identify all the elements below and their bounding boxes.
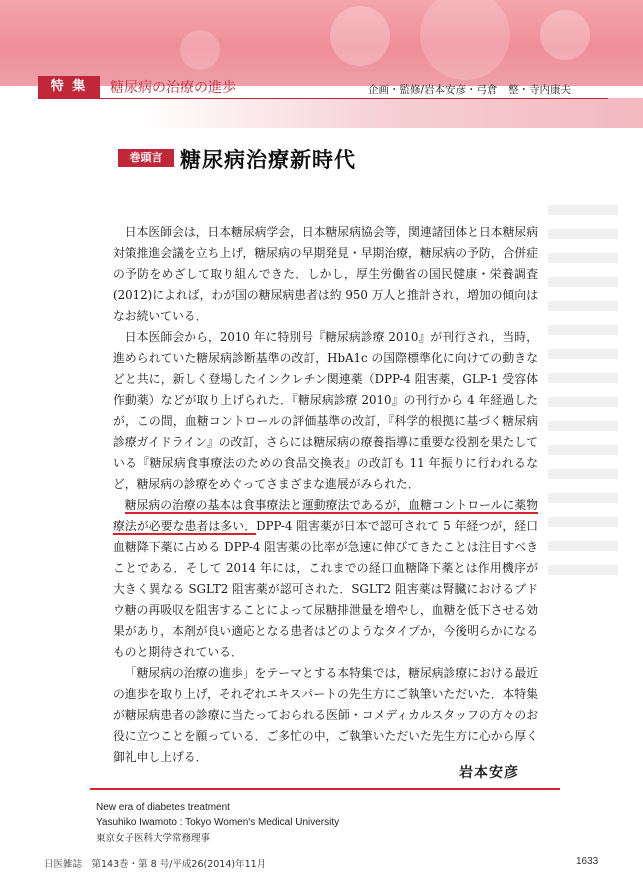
paragraph <box>113 495 538 663</box>
paragraph-text: DPP-4 阻害薬が日本で認可されて 5 年経つが，経口血糖降下薬に占める DPP-4 阻害薬の比率が急速に伸びてきたことは注目すべきことである．そして 2014 年には，これまでの経口血糖降下薬とは作用機序が大きく異なる SGLT2 阻害薬が認可された．SGLT2 阻害薬は腎臓におけるブドウ糖の再吸収を阻害することによって尿糖排泄量を増やし，血糖を低下させる効果があり，本剤が良い適応となる患者はどのようなタイプか，今後明らかになるものと期待されている． <box>113 519 538 659</box>
author-affiliation: 東京女子医科大学常務理事 <box>96 833 211 844</box>
decorative-circle <box>330 6 390 66</box>
paragraph: 日本医師会から，2010 年に特別号『糖尿病診療 2010』が刊行され，当時，進められていた糖尿病診断基準の改訂，HbA1c の国際標準化に向けての動きなどと共に，新しく登場したインクレチン関連薬（DPP-4 阻害薬，GLP-1 受容体作動薬）などが取り上げられた．『糖尿病診療 2010』の刊行から 4 年経過したが，この間，血糖コントロールの評価基準の改訂，『科学的根拠に基づく糖尿病診療ガイドライン』の改訂，さらには糖尿病の療養指導に重要な役割を果たしている『糖尿病食事療法のための食品交換表』の改訂も 11 年振りに行われるなど，糖尿病の診療をめぐってさまざまな進展がみられた． <box>113 330 538 491</box>
header-banner <box>0 0 643 86</box>
paragraph: 「糖尿病の治療の進歩」をテーマとする本特集では，糖尿病診療における最近の進歩を取り上げ，それぞれエキスパートの先生方にご執筆いただいた．本特集が糖尿病患者の診療に当たっておられる医師・コメディカルスタッフの方々のお役に立つことを願っている．ご多忙の中，ご執筆いただいた先生方に心から厚く御礼申し上げる． <box>113 666 538 764</box>
highlighted-sentence: 糖尿病の治療の基本は食事療法と運動療法であるが，血糖コントロールに薬物療法が必要な患者は多い． <box>113 498 538 533</box>
article-body <box>113 222 538 768</box>
show-through-background <box>548 205 618 625</box>
paragraph: 日本医師会は，日本糖尿病学会，日本糖尿病協会等，関連諸団体と日本糖尿病対策推進会議を立ち上げ，糖尿病の早期発見・早期治療，糖尿病の予防，合併症の予防をめざして取り組んできた．しかし，厚生労働省の国民健康・栄養調査(2012)によれば，わが国の糖尿病患者は約 950 万人と推計され，増加の傾向はなお続いている． <box>113 225 538 323</box>
editor-credits: 企画・監修/岩本安彦・弓倉 整・寺内康夫 <box>368 84 572 96</box>
author-name: 岩本安彦 <box>459 765 519 781</box>
series-title: 糖尿病の治療の進歩 <box>110 80 236 96</box>
journal-citation: 日医雑誌 第143巻・第 8 号/平成26(2014)年11月 <box>44 859 267 870</box>
header-band <box>0 98 643 128</box>
feature-label: 特 集 <box>38 76 100 98</box>
header-divider <box>38 98 608 99</box>
english-title: New era of diabetes treatment <box>96 802 230 813</box>
decorative-circle <box>180 30 220 70</box>
author-divider <box>90 788 560 790</box>
section-label: 巻頭言 <box>118 149 174 167</box>
english-credit <box>96 800 339 830</box>
article-title: 糖尿病治療新時代 <box>180 148 356 172</box>
decorative-circle <box>540 10 590 60</box>
page-number: 1633 <box>576 856 599 867</box>
decorative-circle <box>420 0 510 80</box>
english-author: Yasuhiko Iwamoto : Tokyo Women's Medical University <box>96 817 340 828</box>
